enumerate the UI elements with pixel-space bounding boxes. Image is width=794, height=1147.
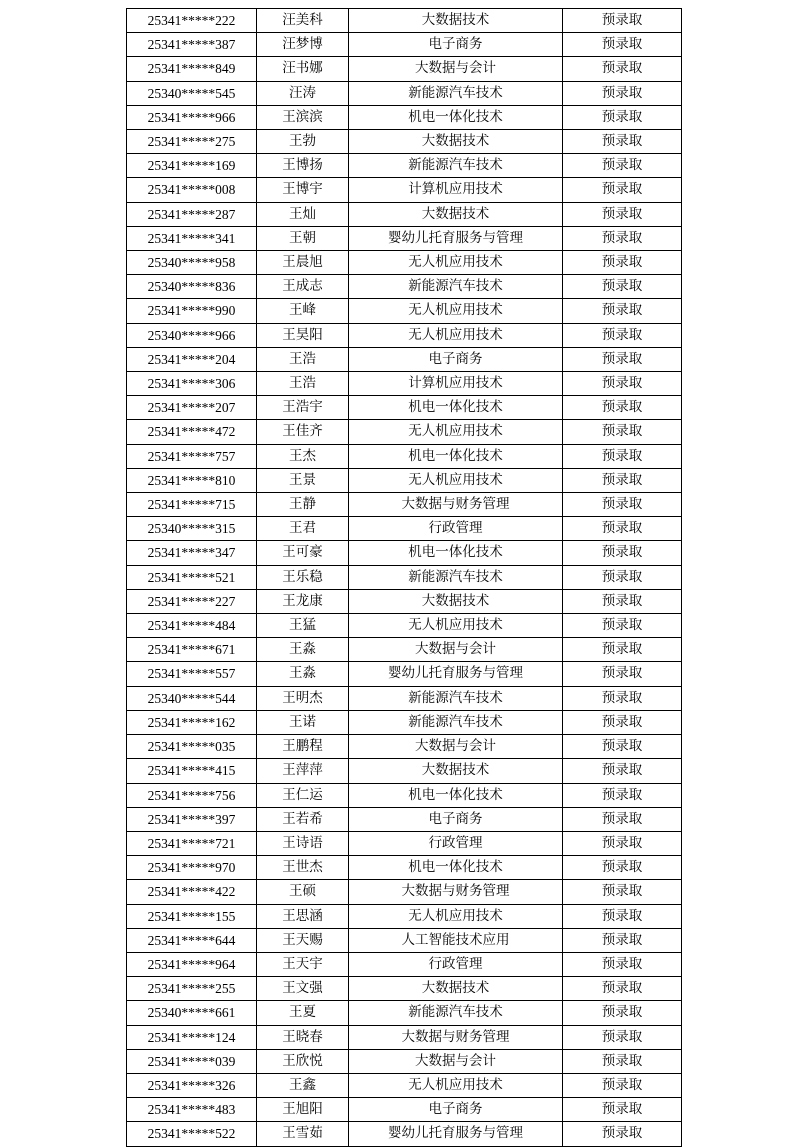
status-cell: 预录取 xyxy=(563,33,682,57)
status-cell: 预录取 xyxy=(563,735,682,759)
candidate-name-cell: 王昊阳 xyxy=(257,323,349,347)
candidate-name-cell: 王夏 xyxy=(257,1001,349,1025)
major-cell: 电子商务 xyxy=(349,33,563,57)
candidate-name-cell: 王鹏程 xyxy=(257,735,349,759)
table-body xyxy=(127,9,682,1147)
table-row xyxy=(127,565,682,589)
candidate-name-cell: 王浩宇 xyxy=(257,396,349,420)
table-row xyxy=(127,783,682,807)
candidate-name-cell: 王勃 xyxy=(257,130,349,154)
candidate-id-cell: 25340*****966 xyxy=(127,323,257,347)
status-cell: 预录取 xyxy=(563,1073,682,1097)
candidate-id-cell: 25341*****255 xyxy=(127,977,257,1001)
table-row xyxy=(127,686,682,710)
major-cell: 新能源汽车技术 xyxy=(349,154,563,178)
table-row xyxy=(127,105,682,129)
candidate-id-cell: 25341*****287 xyxy=(127,202,257,226)
candidate-name-cell: 王欣悦 xyxy=(257,1049,349,1073)
table-row xyxy=(127,517,682,541)
candidate-id-cell: 25341*****306 xyxy=(127,372,257,396)
major-cell: 无人机应用技术 xyxy=(349,904,563,928)
status-cell: 预录取 xyxy=(563,517,682,541)
candidate-id-cell: 25340*****661 xyxy=(127,1001,257,1025)
candidate-id-cell: 25341*****721 xyxy=(127,831,257,855)
candidate-id-cell: 25341*****422 xyxy=(127,880,257,904)
table-row xyxy=(127,130,682,154)
status-cell: 预录取 xyxy=(563,202,682,226)
candidate-id-cell: 25341*****756 xyxy=(127,783,257,807)
candidate-id-cell: 25341*****849 xyxy=(127,57,257,81)
candidate-id-cell: 25340*****315 xyxy=(127,517,257,541)
table-row xyxy=(127,880,682,904)
table-row xyxy=(127,807,682,831)
table-row xyxy=(127,468,682,492)
major-cell: 新能源汽车技术 xyxy=(349,1001,563,1025)
table-row xyxy=(127,952,682,976)
table-row xyxy=(127,493,682,517)
status-cell: 预录取 xyxy=(563,347,682,371)
major-cell: 大数据与财务管理 xyxy=(349,493,563,517)
candidate-name-cell: 王博扬 xyxy=(257,154,349,178)
candidate-id-cell: 25340*****958 xyxy=(127,251,257,275)
candidate-name-cell: 王天赐 xyxy=(257,928,349,952)
major-cell: 新能源汽车技术 xyxy=(349,81,563,105)
candidate-id-cell: 25341*****521 xyxy=(127,565,257,589)
major-cell: 大数据技术 xyxy=(349,9,563,33)
status-cell: 预录取 xyxy=(563,783,682,807)
table-row xyxy=(127,420,682,444)
candidate-id-cell: 25341*****522 xyxy=(127,1122,257,1146)
table-row xyxy=(127,589,682,613)
table-row xyxy=(127,638,682,662)
table-row xyxy=(127,251,682,275)
status-cell: 预录取 xyxy=(563,952,682,976)
major-cell: 大数据与财务管理 xyxy=(349,1025,563,1049)
status-cell: 预录取 xyxy=(563,1001,682,1025)
status-cell: 预录取 xyxy=(563,759,682,783)
status-cell: 预录取 xyxy=(563,710,682,734)
candidate-name-cell: 汪涛 xyxy=(257,81,349,105)
major-cell: 电子商务 xyxy=(349,807,563,831)
candidate-id-cell: 25341*****966 xyxy=(127,105,257,129)
major-cell: 计算机应用技术 xyxy=(349,178,563,202)
major-cell: 大数据与会计 xyxy=(349,57,563,81)
candidate-name-cell: 王晨旭 xyxy=(257,251,349,275)
candidate-name-cell: 王灿 xyxy=(257,202,349,226)
major-cell: 机电一体化技术 xyxy=(349,105,563,129)
table-row xyxy=(127,541,682,565)
candidate-id-cell: 25341*****671 xyxy=(127,638,257,662)
major-cell: 婴幼儿托育服务与管理 xyxy=(349,1122,563,1146)
major-cell: 无人机应用技术 xyxy=(349,468,563,492)
candidate-name-cell: 王天宇 xyxy=(257,952,349,976)
major-cell: 新能源汽车技术 xyxy=(349,565,563,589)
status-cell: 预录取 xyxy=(563,105,682,129)
status-cell: 预录取 xyxy=(563,686,682,710)
candidate-id-cell: 25341*****415 xyxy=(127,759,257,783)
candidate-id-cell: 25341*****008 xyxy=(127,178,257,202)
table-row xyxy=(127,614,682,638)
status-cell: 预录取 xyxy=(563,1122,682,1146)
major-cell: 无人机应用技术 xyxy=(349,323,563,347)
status-cell: 预录取 xyxy=(563,154,682,178)
candidate-name-cell: 王诗语 xyxy=(257,831,349,855)
major-cell: 婴幼儿托育服务与管理 xyxy=(349,226,563,250)
candidate-id-cell: 25341*****162 xyxy=(127,710,257,734)
candidate-name-cell: 汪梦博 xyxy=(257,33,349,57)
candidate-name-cell: 王若希 xyxy=(257,807,349,831)
major-cell: 机电一体化技术 xyxy=(349,541,563,565)
candidate-name-cell: 王思涵 xyxy=(257,904,349,928)
candidate-name-cell: 王浩 xyxy=(257,347,349,371)
candidate-id-cell: 25341*****039 xyxy=(127,1049,257,1073)
candidate-name-cell: 王淼 xyxy=(257,662,349,686)
admission-roster-table xyxy=(126,8,682,1147)
status-cell: 预录取 xyxy=(563,638,682,662)
major-cell: 计算机应用技术 xyxy=(349,372,563,396)
candidate-name-cell: 王浩 xyxy=(257,372,349,396)
status-cell: 预录取 xyxy=(563,589,682,613)
status-cell: 预录取 xyxy=(563,251,682,275)
table-row xyxy=(127,396,682,420)
table-row xyxy=(127,347,682,371)
table-row xyxy=(127,444,682,468)
candidate-name-cell: 王鑫 xyxy=(257,1073,349,1097)
status-cell: 预录取 xyxy=(563,130,682,154)
candidate-name-cell: 王明杰 xyxy=(257,686,349,710)
major-cell: 大数据与会计 xyxy=(349,735,563,759)
candidate-name-cell: 王仁运 xyxy=(257,783,349,807)
candidate-name-cell: 王文强 xyxy=(257,977,349,1001)
table-row xyxy=(127,9,682,33)
major-cell: 新能源汽车技术 xyxy=(349,275,563,299)
table-row xyxy=(127,735,682,759)
table-row xyxy=(127,1001,682,1025)
candidate-id-cell: 25341*****810 xyxy=(127,468,257,492)
candidate-id-cell: 25341*****326 xyxy=(127,1073,257,1097)
status-cell: 预录取 xyxy=(563,856,682,880)
status-cell: 预录取 xyxy=(563,904,682,928)
candidate-id-cell: 25341*****387 xyxy=(127,33,257,57)
table-row xyxy=(127,662,682,686)
candidate-name-cell: 王滨滨 xyxy=(257,105,349,129)
candidate-id-cell: 25341*****207 xyxy=(127,396,257,420)
candidate-name-cell: 王猛 xyxy=(257,614,349,638)
major-cell: 无人机应用技术 xyxy=(349,251,563,275)
major-cell: 机电一体化技术 xyxy=(349,396,563,420)
candidate-id-cell: 25341*****397 xyxy=(127,807,257,831)
status-cell: 预录取 xyxy=(563,614,682,638)
candidate-name-cell: 王成志 xyxy=(257,275,349,299)
candidate-name-cell: 汪书娜 xyxy=(257,57,349,81)
status-cell: 预录取 xyxy=(563,275,682,299)
major-cell: 行政管理 xyxy=(349,517,563,541)
candidate-name-cell: 王乐稳 xyxy=(257,565,349,589)
candidate-id-cell: 25341*****347 xyxy=(127,541,257,565)
major-cell: 无人机应用技术 xyxy=(349,299,563,323)
candidate-name-cell: 王雪茹 xyxy=(257,1122,349,1146)
table-row xyxy=(127,372,682,396)
major-cell: 行政管理 xyxy=(349,831,563,855)
candidate-id-cell: 25341*****472 xyxy=(127,420,257,444)
candidate-id-cell: 25341*****124 xyxy=(127,1025,257,1049)
candidate-id-cell: 25341*****155 xyxy=(127,904,257,928)
candidate-id-cell: 25340*****545 xyxy=(127,81,257,105)
major-cell: 大数据与会计 xyxy=(349,638,563,662)
candidate-id-cell: 25341*****715 xyxy=(127,493,257,517)
status-cell: 预录取 xyxy=(563,178,682,202)
major-cell: 婴幼儿托育服务与管理 xyxy=(349,662,563,686)
candidate-id-cell: 25341*****557 xyxy=(127,662,257,686)
status-cell: 预录取 xyxy=(563,493,682,517)
table-row xyxy=(127,928,682,952)
major-cell: 大数据技术 xyxy=(349,759,563,783)
status-cell: 预录取 xyxy=(563,420,682,444)
candidate-name-cell: 王可豪 xyxy=(257,541,349,565)
candidate-name-cell: 王萍萍 xyxy=(257,759,349,783)
major-cell: 机电一体化技术 xyxy=(349,444,563,468)
major-cell: 大数据技术 xyxy=(349,977,563,1001)
candidate-id-cell: 25341*****035 xyxy=(127,735,257,759)
table-row xyxy=(127,202,682,226)
status-cell: 预录取 xyxy=(563,1049,682,1073)
table-row xyxy=(127,710,682,734)
status-cell: 预录取 xyxy=(563,9,682,33)
table-row xyxy=(127,275,682,299)
candidate-id-cell: 25341*****484 xyxy=(127,614,257,638)
candidate-name-cell: 王景 xyxy=(257,468,349,492)
candidate-id-cell: 25341*****644 xyxy=(127,928,257,952)
major-cell: 大数据技术 xyxy=(349,130,563,154)
candidate-name-cell: 王淼 xyxy=(257,638,349,662)
major-cell: 大数据技术 xyxy=(349,589,563,613)
major-cell: 新能源汽车技术 xyxy=(349,686,563,710)
major-cell: 无人机应用技术 xyxy=(349,420,563,444)
table-row xyxy=(127,1098,682,1122)
candidate-name-cell: 王君 xyxy=(257,517,349,541)
candidate-name-cell: 王峰 xyxy=(257,299,349,323)
major-cell: 大数据与会计 xyxy=(349,1049,563,1073)
status-cell: 预录取 xyxy=(563,977,682,1001)
candidate-name-cell: 王旭阳 xyxy=(257,1098,349,1122)
table-row xyxy=(127,323,682,347)
major-cell: 大数据与财务管理 xyxy=(349,880,563,904)
status-cell: 预录取 xyxy=(563,444,682,468)
candidate-id-cell: 25341*****990 xyxy=(127,299,257,323)
candidate-id-cell: 25341*****275 xyxy=(127,130,257,154)
table-row xyxy=(127,1049,682,1073)
major-cell: 无人机应用技术 xyxy=(349,614,563,638)
status-cell: 预录取 xyxy=(563,468,682,492)
status-cell: 预录取 xyxy=(563,662,682,686)
candidate-name-cell: 王朝 xyxy=(257,226,349,250)
major-cell: 机电一体化技术 xyxy=(349,856,563,880)
candidate-name-cell: 王诺 xyxy=(257,710,349,734)
table-row xyxy=(127,1025,682,1049)
status-cell: 预录取 xyxy=(563,323,682,347)
candidate-id-cell: 25341*****341 xyxy=(127,226,257,250)
table-row xyxy=(127,226,682,250)
status-cell: 预录取 xyxy=(563,396,682,420)
status-cell: 预录取 xyxy=(563,541,682,565)
candidate-id-cell: 25340*****836 xyxy=(127,275,257,299)
candidate-id-cell: 25341*****222 xyxy=(127,9,257,33)
candidate-name-cell: 王龙康 xyxy=(257,589,349,613)
table-row xyxy=(127,1122,682,1146)
table-row xyxy=(127,57,682,81)
major-cell: 无人机应用技术 xyxy=(349,1073,563,1097)
candidate-id-cell: 25341*****483 xyxy=(127,1098,257,1122)
status-cell: 预录取 xyxy=(563,807,682,831)
major-cell: 电子商务 xyxy=(349,347,563,371)
table-row xyxy=(127,831,682,855)
status-cell: 预录取 xyxy=(563,565,682,589)
candidate-name-cell: 王静 xyxy=(257,493,349,517)
status-cell: 预录取 xyxy=(563,1025,682,1049)
candidate-id-cell: 25341*****964 xyxy=(127,952,257,976)
status-cell: 预录取 xyxy=(563,880,682,904)
status-cell: 预录取 xyxy=(563,81,682,105)
table-row xyxy=(127,299,682,323)
table-row xyxy=(127,33,682,57)
candidate-name-cell: 汪美科 xyxy=(257,9,349,33)
candidate-id-cell: 25341*****227 xyxy=(127,589,257,613)
table-row xyxy=(127,81,682,105)
status-cell: 预录取 xyxy=(563,57,682,81)
table-row xyxy=(127,178,682,202)
candidate-name-cell: 王佳齐 xyxy=(257,420,349,444)
status-cell: 预录取 xyxy=(563,226,682,250)
candidate-name-cell: 王博宇 xyxy=(257,178,349,202)
table-row xyxy=(127,154,682,178)
table-row xyxy=(127,904,682,928)
major-cell: 电子商务 xyxy=(349,1098,563,1122)
major-cell: 大数据技术 xyxy=(349,202,563,226)
major-cell: 人工智能技术应用 xyxy=(349,928,563,952)
candidate-id-cell: 25341*****169 xyxy=(127,154,257,178)
candidate-name-cell: 王硕 xyxy=(257,880,349,904)
candidate-id-cell: 25341*****757 xyxy=(127,444,257,468)
major-cell: 机电一体化技术 xyxy=(349,783,563,807)
candidate-id-cell: 25341*****970 xyxy=(127,856,257,880)
candidate-name-cell: 王杰 xyxy=(257,444,349,468)
candidate-id-cell: 25340*****544 xyxy=(127,686,257,710)
status-cell: 预录取 xyxy=(563,372,682,396)
table-row xyxy=(127,1073,682,1097)
table-row xyxy=(127,977,682,1001)
candidate-name-cell: 王世杰 xyxy=(257,856,349,880)
status-cell: 预录取 xyxy=(563,928,682,952)
table-row xyxy=(127,856,682,880)
status-cell: 预录取 xyxy=(563,831,682,855)
major-cell: 新能源汽车技术 xyxy=(349,710,563,734)
candidate-name-cell: 王晓春 xyxy=(257,1025,349,1049)
candidate-id-cell: 25341*****204 xyxy=(127,347,257,371)
table-row xyxy=(127,759,682,783)
status-cell: 预录取 xyxy=(563,299,682,323)
status-cell: 预录取 xyxy=(563,1098,682,1122)
major-cell: 行政管理 xyxy=(349,952,563,976)
